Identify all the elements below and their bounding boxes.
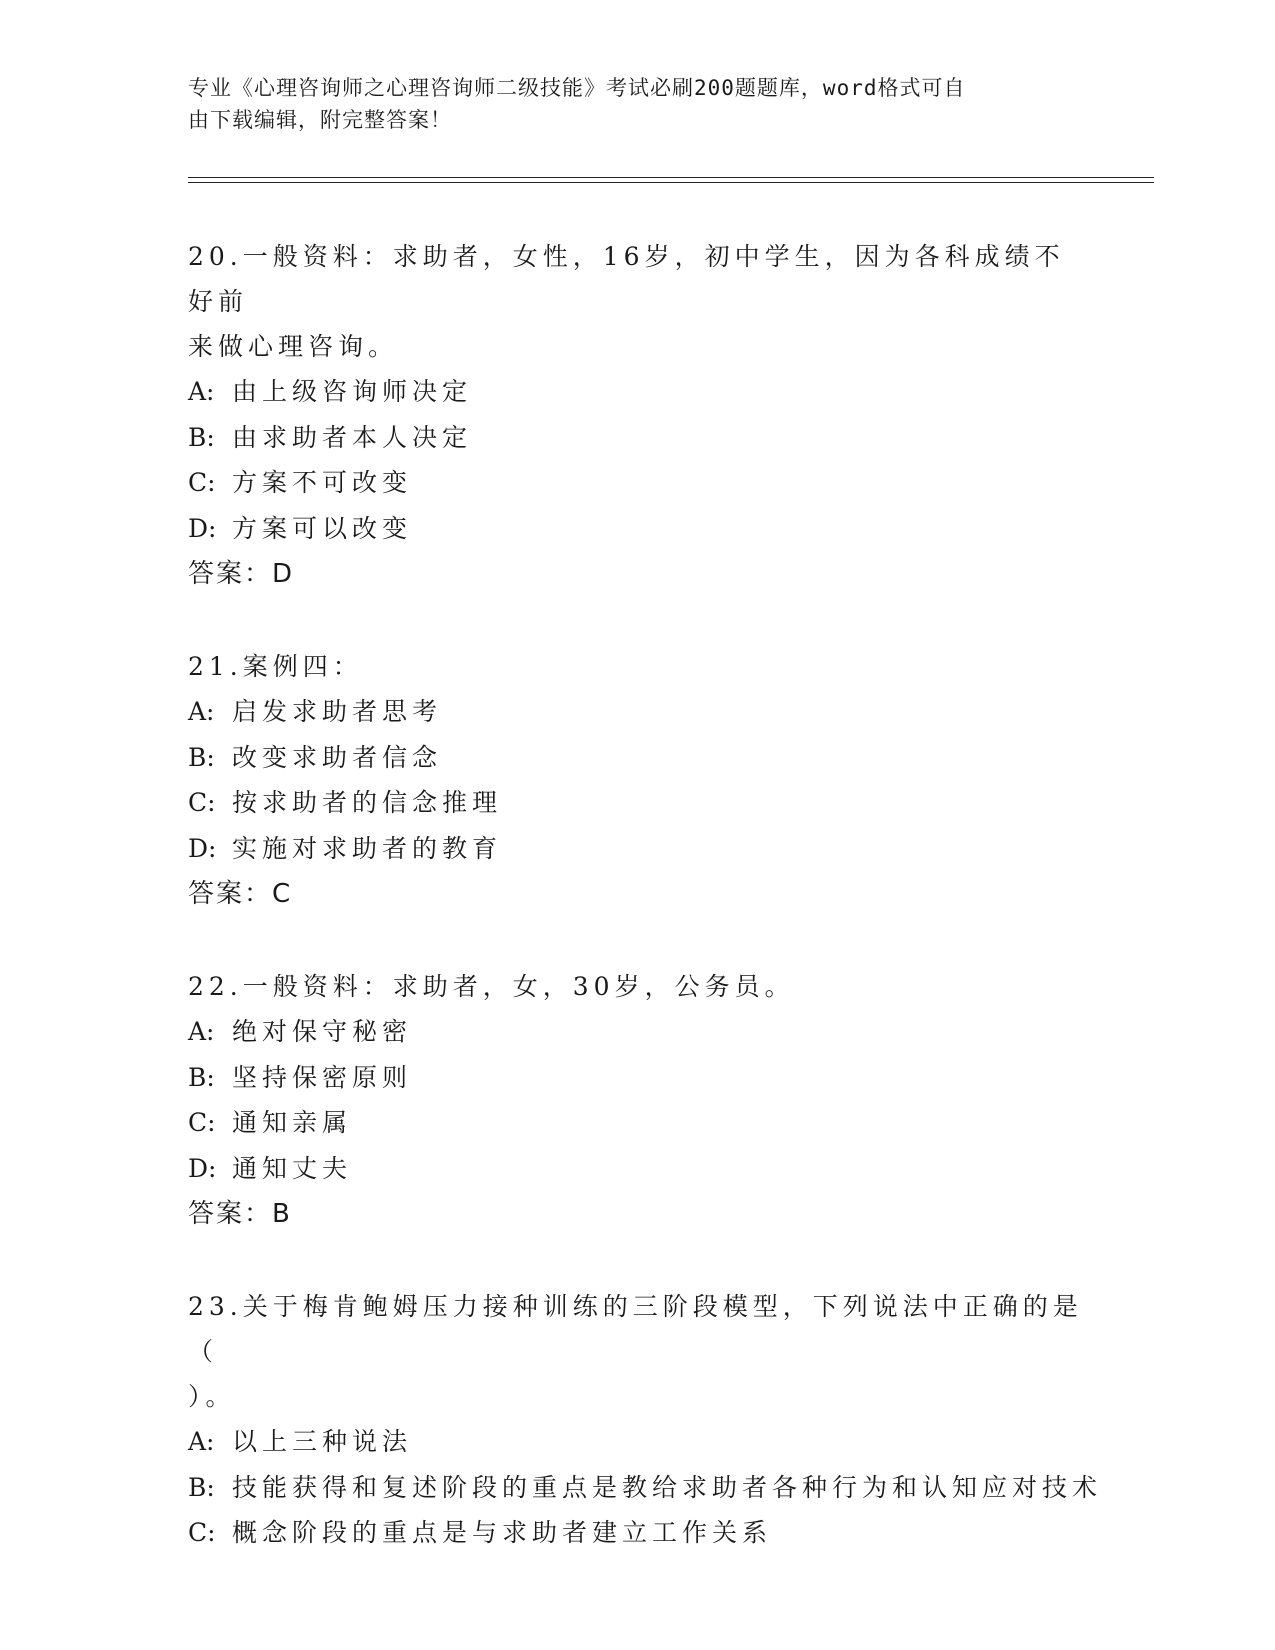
option-a (188, 369, 1088, 415)
option-text: 绝对保守秘密 (232, 1017, 413, 1046)
option-text: 启发求助者思考 (232, 697, 443, 726)
option-a (188, 1419, 1088, 1465)
option-key: C: (188, 1518, 216, 1547)
header-line-2: 由下载编辑，附完整答案！ (188, 108, 452, 132)
answer-line: 答案：B (188, 1199, 292, 1229)
option-c (188, 780, 1088, 826)
option-text: 由求助者本人决定 (232, 422, 473, 452)
option-text: 由上级咨询师决定 (232, 377, 473, 406)
question-stem-line-2: 来做心理咨询。 (188, 332, 399, 361)
document-header (188, 72, 1068, 136)
question-21 (188, 644, 1088, 918)
option-key: C: (188, 1108, 216, 1137)
header-divider-top (188, 177, 1154, 178)
option-key: A: (188, 377, 215, 406)
option-c (188, 460, 1088, 506)
option-key: D: (188, 1153, 217, 1183)
question-stem (188, 964, 1088, 1009)
option-c (188, 1510, 1088, 1556)
option-key: D: (188, 513, 217, 543)
question-20 (188, 234, 1088, 598)
option-key: C: (188, 468, 216, 497)
option-c (188, 1100, 1088, 1146)
question-stem-line-2: ）。 (188, 1382, 236, 1411)
option-b (188, 1055, 1088, 1101)
option-a (188, 689, 1088, 735)
header-line-1: 专业《心理咨询师之心理咨询师二级技能》考试必刷200题题库，word格式可自 (188, 76, 966, 100)
option-b (188, 1465, 1103, 1511)
question-22 (188, 964, 1088, 1238)
question-stem (188, 234, 1088, 369)
option-text: 方案不可改变 (232, 468, 413, 497)
option-key: B: (188, 422, 215, 452)
question-stem-line-1: 23.关于梅肯鲍姆压力接种训练的三阶段模型，下列说法中正确的是（ (188, 1292, 1083, 1366)
option-d (188, 506, 1088, 552)
question-stem-line-1: 21.案例四： (188, 652, 363, 681)
option-d (188, 1146, 1088, 1192)
question-stem-line-1: 22.一般资料：求助者，女，30岁，公务员。 (188, 972, 795, 1001)
option-text: 坚持保密原则 (232, 1062, 413, 1092)
option-text: 以上三种说法 (232, 1427, 413, 1456)
option-b (188, 735, 1088, 781)
option-key: D: (188, 833, 217, 863)
option-text: 通知亲属 (232, 1108, 353, 1137)
option-key: A: (188, 697, 215, 726)
question-stem (188, 644, 1088, 689)
header-divider-bottom (188, 182, 1154, 183)
option-text: 改变求助者信念 (232, 742, 443, 772)
option-text: 概念阶段的重点是与求助者建立工作关系 (232, 1518, 773, 1547)
option-b (188, 415, 1088, 461)
option-text: 实施对求助者的教育 (232, 833, 503, 863)
option-a (188, 1009, 1088, 1055)
option-key: B: (188, 1062, 215, 1092)
option-key: A: (188, 1427, 215, 1456)
question-stem (188, 1284, 1088, 1419)
option-d (188, 826, 1088, 872)
option-text: 技能获得和复述阶段的重点是教给求助者各种行为和认知应对技术 (232, 1472, 1103, 1502)
question-23 (188, 1284, 1103, 1556)
option-text: 按求助者的信念推理 (232, 788, 503, 817)
option-key: C: (188, 788, 216, 817)
question-stem-line-1: 20.一般资料：求助者，女性，16岁，初中学生，因为各科成绩不好前 (188, 242, 1065, 316)
answer-line: 答案：D (188, 559, 295, 589)
option-text: 方案可以改变 (232, 513, 413, 543)
answer-line: 答案：C (188, 879, 293, 909)
option-text: 通知丈夫 (232, 1153, 353, 1183)
option-key: B: (188, 1472, 215, 1502)
option-key: A: (188, 1017, 215, 1046)
option-key: B: (188, 742, 215, 772)
question-list (188, 234, 1103, 1602)
